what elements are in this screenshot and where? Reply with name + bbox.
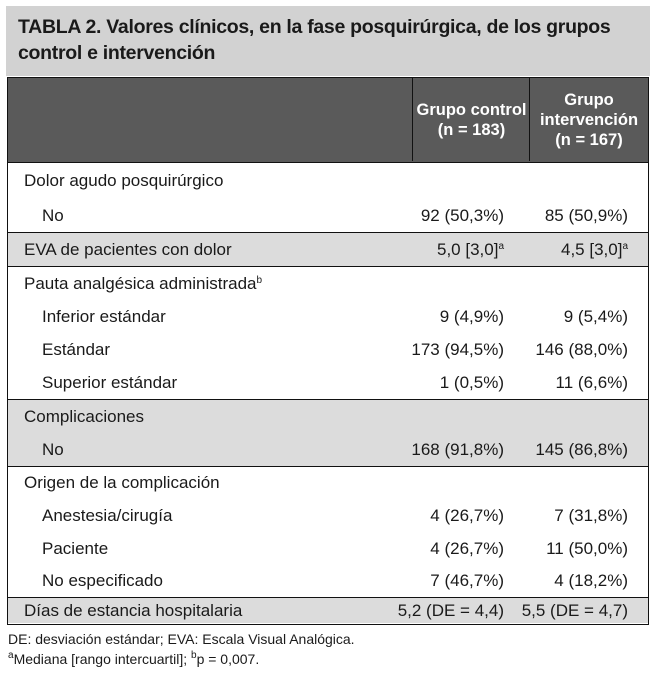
table-row [8,597,648,623]
table-row [8,466,648,499]
table-caption [6,6,650,76]
intervention-value: 5,5 (DE = 4,7) [521,600,628,620]
intervention-value-text: 4,5 [3,0] [561,239,623,259]
footnote-markers [8,649,355,669]
row-label: Dolor agudo posquirúrgico [24,171,224,190]
table-row [8,199,648,232]
table-row [8,499,648,532]
table-row [8,333,648,366]
row-label-text: Pauta analgésica administrada [24,273,257,293]
control-value-text: 5,0 [3,0] [437,239,499,259]
control-value: 9 (4,9%) [439,306,504,326]
row-label: Origen de la complicación [24,473,220,492]
table-row [8,565,648,597]
intervention-value [561,233,628,266]
control-value: 1 (0,5%) [439,372,504,392]
footnote-marker: b [256,275,263,286]
header-intervention-name-2: intervención [539,110,639,129]
table-row [8,163,648,199]
row-label: Complicaciones [24,406,144,426]
row-label: Inferior estándar [42,306,166,326]
control-value [437,233,504,266]
intervention-value: 11 (6,6%) [555,372,628,392]
footnote-marker: b [191,650,197,661]
footnote-marker: a [498,241,504,252]
table-row [8,366,648,399]
table-row [8,399,648,433]
table-row [8,300,648,333]
intervention-value: 146 (88,0%) [535,339,628,359]
header-intervention-name-1: Grupo [564,90,614,109]
control-value: 4 (26,7%) [430,505,504,525]
row-label: Días de estancia hospitalaria [24,600,243,620]
table-header [8,78,648,163]
row-label: No [42,205,64,225]
row-label: Estándar [42,339,111,359]
header-control-name: Grupo control [416,100,527,119]
footnote-text: p = 0,007. [196,651,260,667]
table-row [8,232,648,266]
row-label: EVA de pacientes con dolor [24,239,232,259]
caption-line-2: control e intervención [18,42,216,64]
control-value: 4 (26,7%) [430,538,504,558]
footnote-text: Mediana [rango intercuartil]; [13,651,191,667]
header-intervention-n: (n = 167) [555,130,623,149]
control-value: 5,2 (DE = 4,4) [397,600,504,620]
control-value: 173 (94,5%) [411,339,504,359]
intervention-value: 85 (50,9%) [544,205,628,225]
footnote-marker: a [622,241,628,252]
caption-line-1: TABLA 2. Valores clínicos, en la fase posquirúrgica, de los grupos [18,16,611,38]
row-label: No especificado [42,571,163,590]
row-label: Superior estándar [42,372,178,392]
row-label: Paciente [42,538,109,558]
intervention-value: 4 (18,2%) [554,571,628,590]
row-label [24,267,262,300]
header-intervention-group [529,78,648,161]
table-row [8,532,648,565]
table-row [8,266,648,300]
intervention-value: 7 (31,8%) [554,505,628,525]
row-label: No [42,439,64,459]
header-control-group [412,78,530,161]
control-value: 7 (46,7%) [430,571,504,590]
footnote-abbreviations: DE: desviación estándar; EVA: Escala Visual Analógica. [8,631,355,647]
control-value: 168 (91,8%) [411,439,504,459]
footnote-marker: a [8,650,14,661]
clinical-values-table [7,77,649,625]
table-footnotes [8,629,355,669]
control-value: 92 (50,3%) [420,205,504,225]
table-row [8,433,648,466]
intervention-value: 145 (86,8%) [535,439,628,459]
header-control-n: (n = 183) [437,120,506,139]
row-label: Anestesia/cirugía [42,505,173,525]
intervention-value: 11 (50,0%) [546,538,628,558]
intervention-value: 9 (5,4%) [563,306,628,326]
